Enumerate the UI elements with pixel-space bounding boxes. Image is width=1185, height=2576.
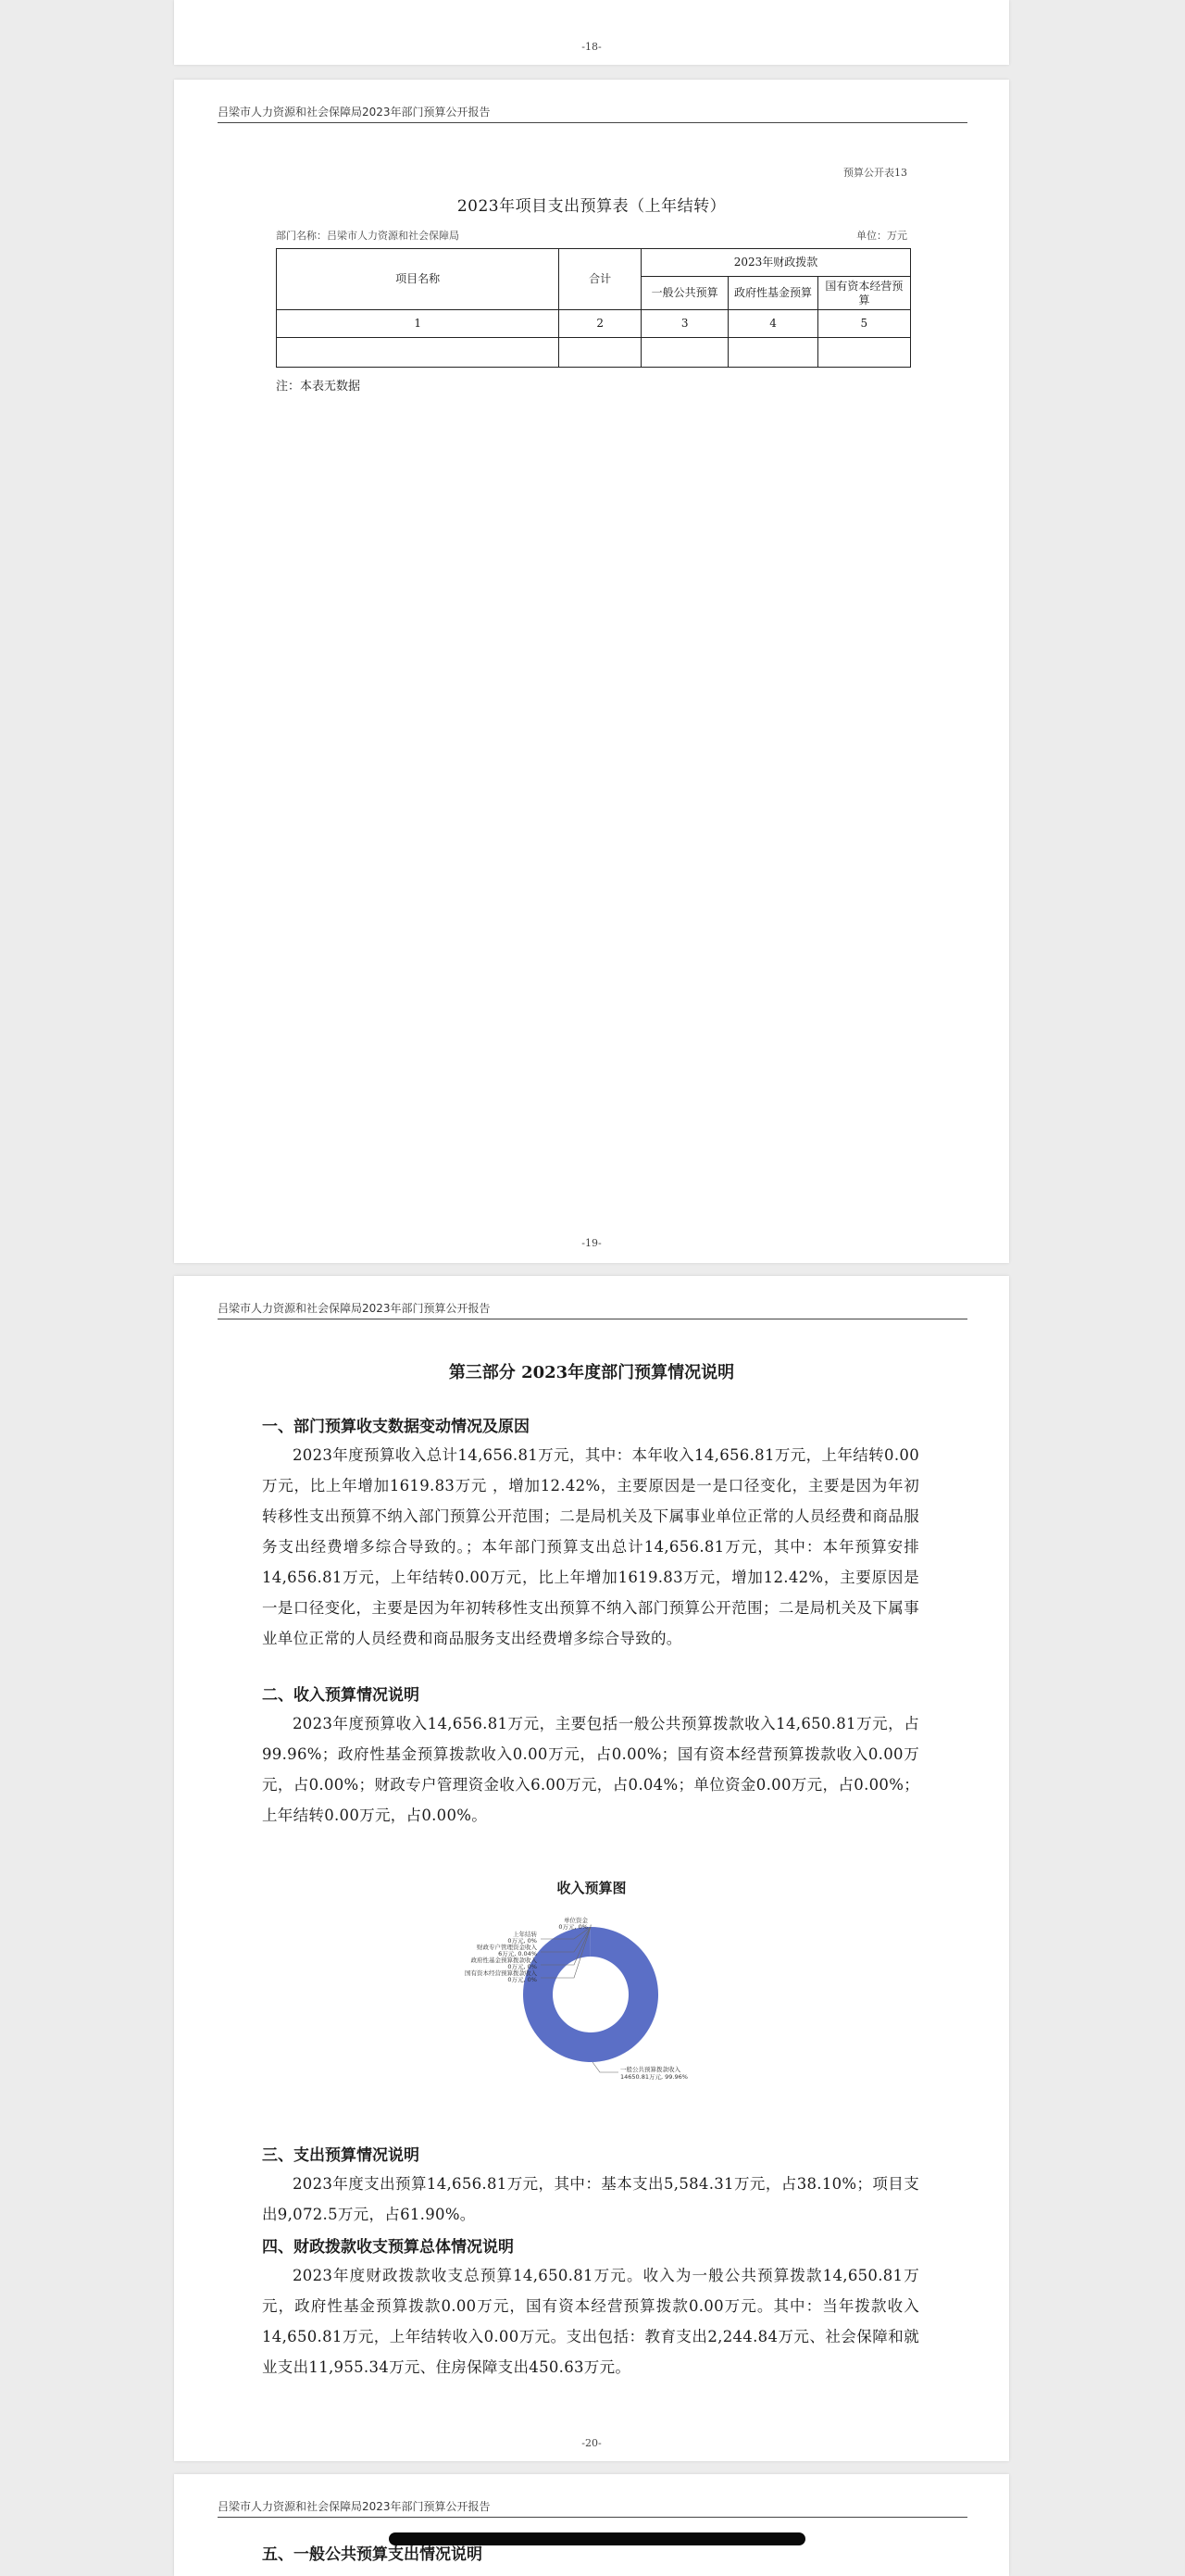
slice-name-label: 财政专户管理资金收入 [477, 1943, 538, 1951]
slice-name-label: 上年结转 [513, 1930, 538, 1938]
column-number: 5 [817, 310, 910, 338]
table-row [277, 338, 911, 368]
section-heading: 一、部门预算收支数据变动情况及原因 [262, 1415, 919, 1440]
section-paragraph: 2023年度预算收入14,656.81万元，主要包括一般公共预算拨款收入14,650.81万元，占99.96%；政府性基金预算拨款收入0.00万元，占0.00%；国有资本经营预算拨款收入0.00万元，占0.00%；财政专户管理资金收入6.00万元，占0.04%；单位资金0.00万元，占0.00%；上年结转0.00万元，占0.00%。 [262, 1708, 919, 1831]
table-title: 2023年项目支出预算表（上年结转） [174, 193, 1009, 216]
table-cell [729, 338, 817, 368]
header-state-capital-budget: 国有资本经营预算 [817, 277, 910, 310]
slice-value-label: 0万元, 0% [507, 1976, 537, 1983]
table-row [277, 310, 911, 338]
header-fiscal-group: 2023年财政拨款 [641, 249, 910, 277]
table-cell [559, 338, 642, 368]
home-indicator[interactable] [389, 2532, 805, 2545]
column-number: 3 [641, 310, 728, 338]
slice-name-label: 单位资金 [564, 1916, 589, 1924]
page-number: -20- [174, 2437, 1009, 2449]
unit-label: 单位：万元 [856, 228, 907, 243]
section-paragraph: 2023年度支出预算14,656.81万元，其中：基本支出5,584.31万元，占38.10%；项目支出9,072.5万元，占61.90%。 [262, 2169, 919, 2230]
section-heading: 二、收入预算情况说明 [262, 1683, 919, 1708]
section-heading: 三、支出预算情况说明 [262, 2144, 919, 2169]
slice-name-label: 国有资本经营预算拨款收入 [465, 1969, 538, 1977]
leader-line [591, 1925, 592, 1927]
table-code: 预算公开表13 [843, 165, 907, 180]
page-21 [174, 2474, 1009, 2576]
header-general-budget: 一般公共预算 [641, 277, 728, 310]
page-19 [174, 80, 1009, 1263]
slice-value-label: 14650.81万元, 99.96% [620, 2073, 688, 2081]
table-cell [641, 338, 728, 368]
header-project-name: 项目名称 [277, 249, 559, 310]
section-paragraph: 2023年度预算收入总计14,656.81万元，其中：本年收入14,656.81万元，上年结转0.00万元，比上年增加1619.83万元 ，增加12.42%，主要原因是一是口径变化，主要是因为年初转移性支出预算不纳入部门预算公开范围；二是局机关及下属事业单位正常的人员经费和商品服务支出经费增多综合导致的。；本年部门预算支出总计14,656.81万元，其中：本年预算安排14,656.81万元，上年结转0.00万元，比上年增加1619.83万元，增加12.42%，主要原因是一是口径变化，主要是因为年初转移性支出预算不纳入部门预算公开范围；二是局机关及下属事业单位正常的人员经费和商品服务支出经费增多综合导致的。 [262, 1440, 919, 1654]
chart-title: 收入预算图 [174, 1878, 1009, 1897]
table-cell [817, 338, 910, 368]
page-20 [174, 1276, 1009, 2461]
section-3 [262, 2144, 919, 2230]
page-header: 吕梁市人力资源和社会保障局2023年部门预算公开报告 [218, 2498, 967, 2518]
section-paragraph: 2023年度财政拨款收支总预算14,650.81万元。收入为一般公共预算拨款14,650.81万元，政府性基金预算拨款0.00万元，国有资本经营预算拨款0.00万元。其中：当年拨款收入14,650.81万元，上年结转收入0.00万元。支出包括：教育支出2,244.84万元、社会保障和就业支出11,955.34万元、住房保障支出450.63万元。 [262, 2260, 919, 2382]
leader-line [592, 2062, 618, 2072]
department-name: 部门名称：吕梁市人力资源和社会保障局 [276, 228, 459, 243]
project-expenditure-table [276, 248, 911, 368]
header-total: 合计 [559, 249, 642, 310]
table-note: 注：本表无数据 [276, 376, 360, 394]
page-number: -19- [174, 1237, 1009, 1249]
page-18 [174, 0, 1009, 65]
part-title: 第三部分 2023年度部门预算情况说明 [174, 1359, 1009, 1383]
page-number: -18- [174, 41, 1009, 53]
column-number: 2 [559, 310, 642, 338]
header-fund-budget: 政府性基金预算 [729, 277, 817, 310]
section-5 [262, 2543, 919, 2568]
slice-name-label: 政府性基金预算拨款收入 [471, 1956, 538, 1964]
slice-value-label: 0万元, 0% [558, 1923, 588, 1931]
slice-name-label: 一般公共预算拨款收入 [620, 2065, 681, 2073]
table-cell [277, 338, 559, 368]
slice-value-label: 6万元, 0.04% [498, 1950, 537, 1957]
page-header: 吕梁市人力资源和社会保障局2023年部门预算公开报告 [218, 104, 967, 123]
slice-value-label: 0万元, 0% [507, 1963, 537, 1970]
donut-slice [523, 1927, 658, 2062]
section-heading: 四、财政拨款收支预算总体情况说明 [262, 2235, 919, 2260]
column-number: 1 [277, 310, 559, 338]
slice-value-label: 0万元, 0% [507, 1937, 537, 1945]
section-4 [262, 2235, 919, 2382]
column-number: 4 [729, 310, 817, 338]
section-heading: 五、一般公共预算支出情况说明 [262, 2543, 919, 2568]
page-header: 吕梁市人力资源和社会保障局2023年部门预算公开报告 [218, 1300, 967, 1319]
